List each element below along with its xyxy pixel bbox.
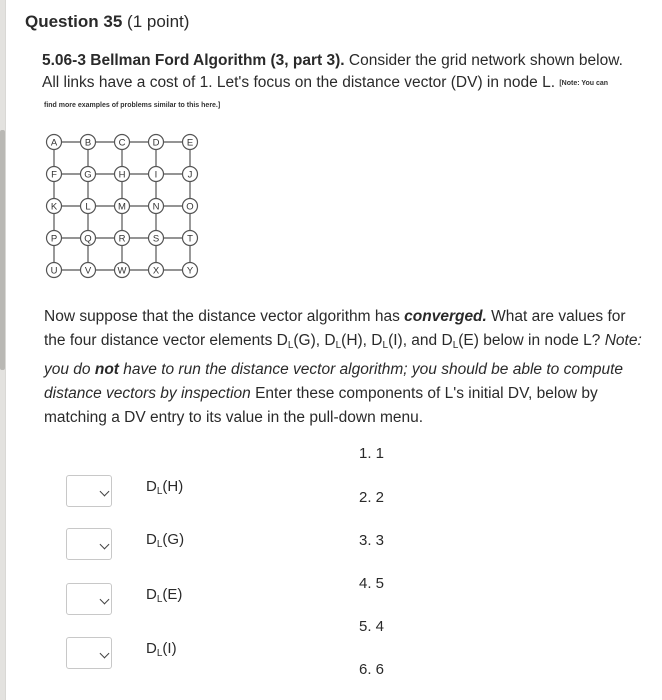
dropdown-label-dl-g: $D_L(G)$ [146, 531, 185, 550]
grid-node-label: C [118, 137, 126, 149]
grid-node-m [115, 199, 130, 214]
grid-node-label: U [50, 265, 58, 277]
grid-node-a [47, 135, 62, 150]
subscript-l: L [287, 340, 294, 351]
chevron-down-icon [100, 595, 110, 605]
note-inline: [Note: You can [559, 80, 609, 87]
grid-node-label: J [187, 169, 193, 181]
grid-node-label: K [50, 201, 58, 213]
body-text-1: Now suppose that the distance vector algorithm has [44, 308, 405, 325]
dropdown-label-dl-e: $D_L(E)$ [146, 586, 183, 605]
grid-node-j [183, 167, 198, 182]
grid-node-label: Q [84, 233, 92, 245]
subscript-l: L [452, 340, 459, 351]
note-text-b: have to run the distance vector algorithm; you should be able to compute distance vectors by inspection [44, 361, 624, 402]
grid-node-label: M [118, 201, 126, 213]
subscript-l: L [335, 340, 342, 351]
grid-node-label: T [187, 233, 193, 245]
grid-node-label: P [50, 233, 58, 245]
grid-node-s [149, 231, 164, 246]
grid-node-label: L [85, 201, 91, 213]
answer-option: 1. 1 [359, 445, 385, 462]
dropdown-dl-i[interactable] [66, 637, 112, 669]
grid-node-label: W [117, 265, 127, 277]
dropdown-dl-h[interactable] [66, 475, 112, 507]
grid-node-label: I [154, 169, 158, 181]
element-e: (E) below in node L? [458, 332, 605, 349]
grid-node-l [81, 199, 96, 214]
grid-node-n [149, 199, 164, 214]
grid-node-label: G [84, 169, 92, 181]
chevron-down-icon [100, 649, 110, 659]
subscript-l: L [382, 340, 389, 351]
grid-node-label: A [50, 137, 58, 149]
grid-node-label: B [84, 137, 92, 149]
grid-node-label: X [152, 265, 160, 277]
grid-node-g [81, 167, 96, 182]
body-text-3: Enter these components of L's initial DV, below by matching a DV entry to its value in the pull-down menu. [44, 385, 598, 426]
grid-node-label: S [152, 233, 160, 245]
note-continued: find more examples of problems similar to this here.] [44, 102, 221, 109]
chevron-down-icon [100, 487, 110, 497]
grid-node-label: R [118, 233, 126, 245]
grid-node-k [47, 199, 62, 214]
body-text-2: What are values for the four distance vector elements D [44, 308, 626, 349]
question-body: Now suppose that the distance vector algorithm has converged. What are values for the four distance vector elements $D_L(G)$, $D_L(H)$, $D_L(I)$, and $D_L(E)$ below in node L? Note: you do not have to run the distance vector algorithm; you should be able to compute distance vectors by inspection Enter these components of L's initial DV, below by matching a DV entry to its value in the pull-down menu. [44, 308, 642, 426]
grid-node-label: D [152, 137, 160, 149]
converged-emphasis: converged. [404, 308, 487, 325]
question-heading: 5.06-3 Bellman Ford Algorithm (3, part 3). [42, 52, 345, 69]
question-card [5, 0, 662, 700]
grid-node-label: V [84, 265, 92, 277]
dropdown-dl-g[interactable] [66, 528, 112, 560]
answer-option: 3. 3 [359, 532, 385, 549]
grid-node-d [149, 135, 164, 150]
question-header [25, 12, 189, 32]
grid-node-label: F [51, 169, 57, 181]
grid-node-q [81, 231, 96, 246]
grid-node-h [115, 167, 130, 182]
grid-node-r [115, 231, 130, 246]
question-prompt [42, 50, 642, 95]
question-intro: Consider the grid network shown below. All links have a cost of 1. Let's focus on the distance vector (DV) in node L. [42, 52, 623, 91]
grid-network-diagram [36, 128, 216, 288]
dropdown-dl-e[interactable] [66, 583, 112, 615]
answer-option: 6. 6 [359, 661, 385, 678]
grid-node-u [47, 263, 62, 278]
grid-node-c [115, 135, 130, 150]
grid-node-b [81, 135, 96, 150]
dropdown-label-dl-h: $D_L(H)$ [146, 478, 184, 497]
grid-node-label: H [118, 169, 126, 181]
note-not-emphasis: not [94, 361, 119, 378]
grid-node-e [183, 135, 198, 150]
answer-option: 4. 5 [359, 575, 385, 592]
grid-node-label: E [186, 137, 194, 149]
element-i: (I), and [388, 332, 442, 349]
dropdown-label-dl-i: $D_L(I)$ [146, 640, 177, 659]
grid-node-p [47, 231, 62, 246]
grid-node-f [47, 167, 62, 182]
question-points: (1 point) [127, 12, 190, 31]
chevron-down-icon [100, 540, 110, 550]
grid-node-i [149, 167, 164, 182]
grid-node-label: N [152, 201, 160, 213]
grid-node-label: Y [186, 265, 194, 277]
grid-node-v [81, 263, 96, 278]
question-title: Question 35 [25, 12, 123, 31]
grid-node-w [115, 263, 130, 278]
grid-node-t [183, 231, 198, 246]
grid-node-label: O [186, 201, 194, 213]
answer-option: 5. 4 [359, 618, 385, 635]
element-g: (G), [293, 332, 325, 349]
element-h: (H), [341, 332, 372, 349]
grid-node-o [183, 199, 198, 214]
answer-option: 2. 2 [359, 489, 385, 506]
grid-node-x [149, 263, 164, 278]
note-text-a: Note: you do [44, 332, 642, 378]
grid-node-y [183, 263, 198, 278]
